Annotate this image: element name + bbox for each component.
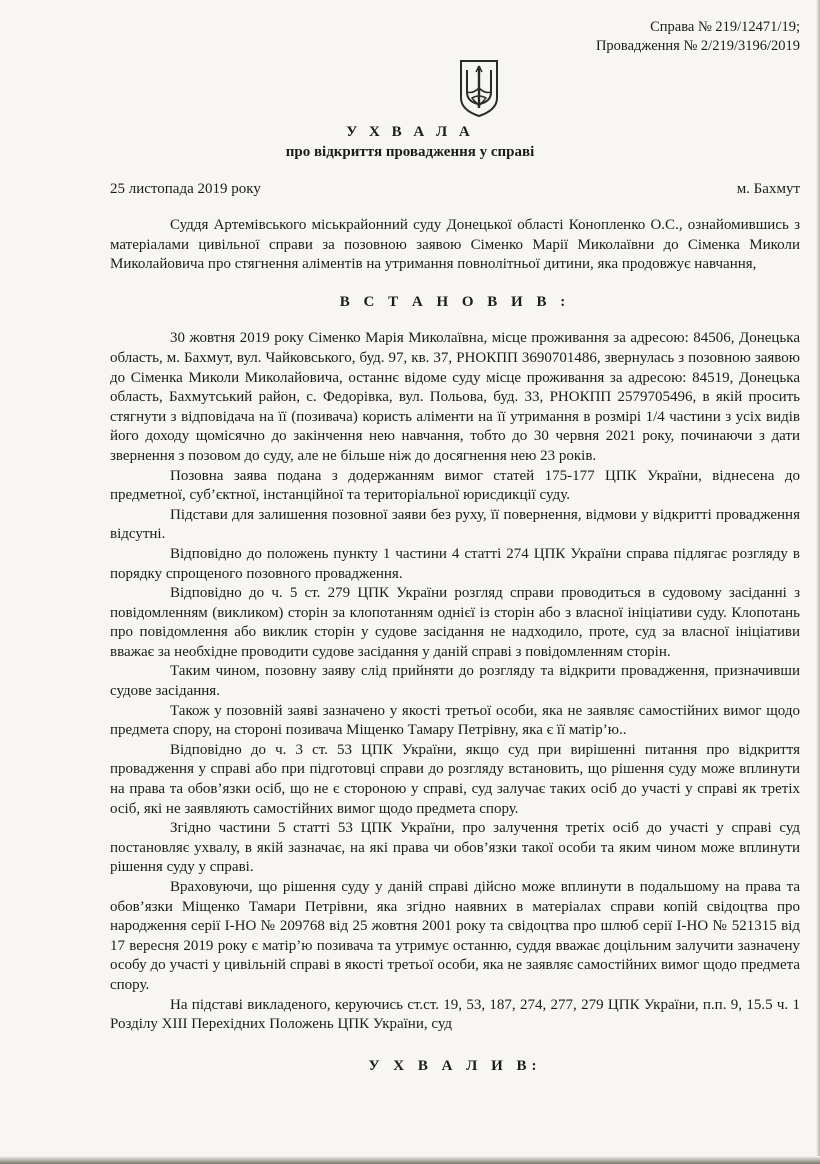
ruling-body [110, 216, 800, 1093]
paragraph: 30 жовтня 2019 року Сіменко Марія Миколаївна, місце проживання за адресою: 84506, Донецька область, м. Бахмут, вул. Чайковського, буд. 97, кв. 37, РНОКПП 3690701486, звернулась з позовною заявою до Сіменка Миколи Миколайовича, останнє відоме суду місце проживання за адресою: 84519, Донецька область, Бахмутський район, с. Федорівка, вул. Польова, буд. 33, РНОКПП 2579705496, в якій просить стягнути з відповідача на її (позивача) користь аліменти на її утримання в розмірі 1/4 частини з усіх видів його доходу щомісячно до закінчення нею навчання, тобто до 30 червня 2021 року, починаючи з дати звернення з позовом до суду, але не більше ніж до досягнення нею 23 років. [110, 330, 800, 464]
paragraph: Позовна заява подана з додержанням вимог статей 175-177 ЦПК України, віднесена до предметної, суб’єктної, інстанційної та територіальної юрисдикції суду. [110, 467, 800, 504]
ruled-heading: У Х В А Л И В: [368, 1057, 542, 1074]
proceeding-number: Провадження № 2/219/3196/2019 [595, 38, 800, 54]
paragraph: Враховуючи, що рішення суду у даній справі дійсно може вплинути в подальшому на права та обов’язки Міщенко Тамари Петрівни, яка згідно наявних в матеріалах справи копій свідоцтва про народження серії І-НО № 209768 від 25 жовтня 2001 року та свідоцтва про шлюб серії І-НО № 521315 від 17 вересня 2019 року є матір’ю позивача та утримує останню, суддя вважає доцільним залучити зазначену особу до участі у цивільній справі в якості третьої особи, яка не заявляє самостійних вимог щодо предмета спору. [110, 879, 800, 993]
case-number: Справа № 219/12471/19; [650, 19, 800, 35]
paragraph: Таким чином, позовну заяву слід прийняти до розгляду та відкрити провадження, призначивши судове засідання. [110, 663, 800, 700]
intro-paragraph: Суддя Артемівського міськрайонний суду Донецької області Конопленко О.С., ознайомившись з матеріалами цивільної справи за позовною заявою Сіменко Марії Миколаївни до Сіменка Миколи Миколайовича про стягнення аліментів на утримання повнолітньої дитини, яка продовжує навчання, [110, 217, 800, 273]
document-date: 25 листопада 2019 року [110, 181, 261, 197]
date-place-line [110, 181, 800, 198]
paragraph: Відповідно до ч. 3 ст. 53 ЦПК України, якщо суд при вирішенні питання про відкриття провадження у справі або при підготовці справи до розгляду встановить, що рішення суду може вплинути на права та обов’язки осіб, що не є стороною у справі, суд залучає таких осіб до участі у справі як третіх осіб, які не заявляють самостійних вимог щодо предмета спору. [110, 741, 800, 817]
paragraph: Підстави для залишення позовної заяви без руху, її повернення, відмови у відкритті провадження відсутні. [110, 506, 800, 543]
document-city: м. Бахмут [736, 181, 800, 197]
trident-coat-of-arms-icon [458, 58, 500, 118]
paragraph: Відповідно до ч. 5 ст. 279 ЦПК України розгляд справи проводиться в судовому засіданні з повідомленням (викликом) сторін за клопотанням однієї із сторін або з власної ініціативи суду. Клопотань про повідомлення або виклик сторін у судове засідання не надходило, проте, суд за власної ініціативи вважає за необхідне проводити судове засідання у даній справі з повідомленням сторін. [110, 585, 800, 660]
case-reference [596, 18, 800, 56]
established-heading: В С Т А Н О В И В : [339, 293, 571, 310]
scan-bottom-shadow [0, 1156, 820, 1164]
paragraph: Згідно частини 5 статті 53 ЦПК України, про залучення третіх осіб до участі у справі суд постановляє ухвалу, в якій зазначає, на які права чи обов’язки такої особи та яким чином може вплинути рішення суду у справі. [110, 820, 800, 876]
paragraph: Відповідно до положень пункту 1 частини 4 статті 274 ЦПК України справа підлягає розгляду в порядку спрощеного позовного провадження. [110, 545, 800, 582]
document-subtitle: про відкриття провадження у справі [285, 144, 535, 160]
paragraph: Також у позовній заяві зазначено у якості третьої особи, яка не заявляє самостійних вимог щодо предмета спору, на стороні позивача Міщенко Тамару Петрівну, яка є її матір’ю.. [110, 702, 800, 739]
document-title: У Х В А Л А [346, 124, 474, 140]
paragraph: На підставі викладеного, керуючись ст.ст. 19, 53, 187, 274, 277, 279 ЦПК України, п.п. 9, 15.5 ч. 1 Розділу XIII Перехідних Положень ЦПК України, суд [110, 996, 800, 1033]
scan-edge-shadow [816, 0, 820, 1164]
